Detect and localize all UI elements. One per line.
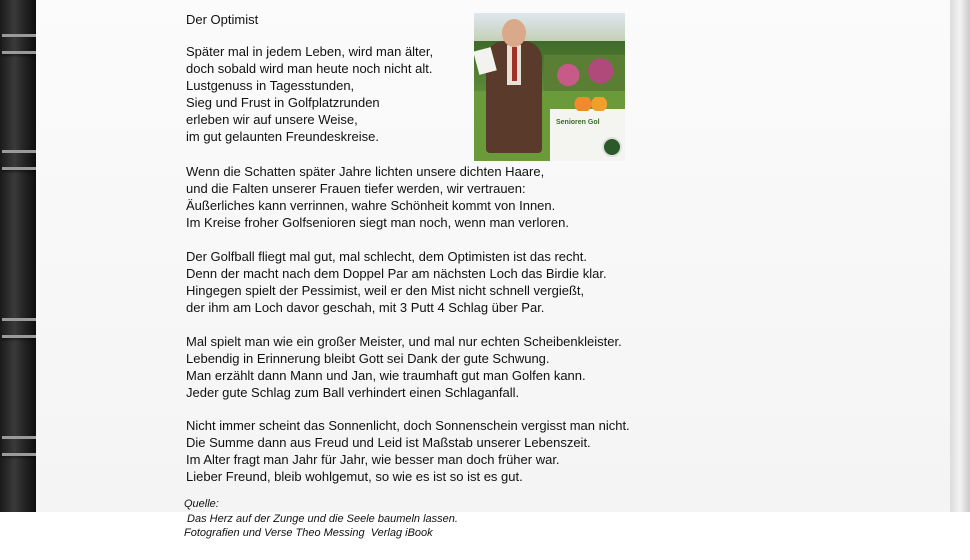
poem-line: erleben wir auf unsere Weise,: [186, 111, 358, 127]
photo-flowers: [574, 97, 610, 111]
poem-line: Der Golfball fliegt mal gut, mal schlecht, dem Optimisten ist das recht.: [186, 249, 587, 264]
poem-stanza-1: [186, 44, 433, 145]
source-credit: [184, 497, 458, 541]
poem-line: Denn der macht nach dem Doppel Par am nächsten Loch das Birdie klar.: [186, 265, 607, 281]
photo-person-head: [502, 19, 526, 47]
source-line: Fotografien und Verse Theo Messing Verlag iBook: [184, 527, 433, 539]
poem-line: Lieber Freund, bleib wohlgemut, so wie es ist so ist es gut.: [186, 468, 523, 484]
poem-line: Im Alter fragt man Jahr für Jahr, wie besser man doch früher war.: [186, 451, 560, 467]
poem-line: Sieg und Frust in Golfplatzrunden: [186, 94, 380, 110]
poem-line: Lebendig in Erinnerung bleibt Gott sei Dank der gute Schwung.: [186, 350, 550, 366]
poem-stanza-5: [186, 418, 630, 486]
poem-title: Der Optimist: [186, 12, 259, 27]
poem-stanza-3: [186, 249, 607, 317]
poem-line: Später mal in jedem Leben, wird man älter,: [186, 44, 434, 59]
poem-line: Die Summe dann aus Freud und Leid ist Maßstab unserer Lebenszeit.: [186, 434, 591, 450]
poem-line: Lustgenuss in Tagesstunden,: [186, 77, 355, 93]
poem-line: Im Kreise froher Golfsenioren siegt man noch, wenn man verloren.: [186, 214, 569, 230]
poem-stanza-4: [186, 334, 622, 402]
photo-golf-logo: [602, 137, 622, 157]
poem-line: Nicht immer scheint das Sonnenlicht, doch Sonnenschein vergisst man nicht.: [186, 418, 630, 433]
source-line: Das Herz auf der Zunge und die Seele baumeln lassen.: [184, 512, 458, 525]
poem-line: doch sobald wird man heute noch nicht alt.: [186, 60, 433, 76]
footer-area: [0, 512, 970, 560]
poem-line: im gut gelaunten Freundeskreise.: [186, 128, 379, 144]
photo-flower-bushes: [544, 55, 625, 95]
poem-line: und die Falten unserer Frauen tiefer werden, wir vertrauen:: [186, 180, 526, 196]
page-stack-edge: [950, 0, 970, 512]
poem-line: Wenn die Schatten später Jahre lichten unsere dichten Haare,: [186, 164, 545, 179]
poem-line: Äußerliches kann verrinnen, wahre Schönheit kommt von Innen.: [186, 197, 556, 213]
poem-line: der ihm am Loch davor geschah, mit 3 Putt 4 Schlag über Par.: [186, 299, 545, 315]
golfer-speaking-photo: [474, 13, 625, 161]
poem-stanza-2: [186, 164, 569, 232]
poem-line: Mal spielt man wie ein großer Meister, und mal nur echten Scheibenkleister.: [186, 334, 622, 349]
photo-person-tie: [512, 47, 517, 81]
poem-line: Hingegen spielt der Pessimist, weil er den Mist nicht schnell vergießt,: [186, 282, 585, 298]
binder-spine: [0, 0, 36, 512]
photo-banner-text: Senioren Gol: [556, 119, 600, 126]
poem-line: Man erzählt dann Mann und Jan, wie traumhaft gut man Golfen kann.: [186, 367, 586, 383]
source-line: Quelle:: [184, 498, 219, 510]
poem-line: Jeder gute Schlag zum Ball verhindert einen Schlaganfall.: [186, 384, 520, 400]
